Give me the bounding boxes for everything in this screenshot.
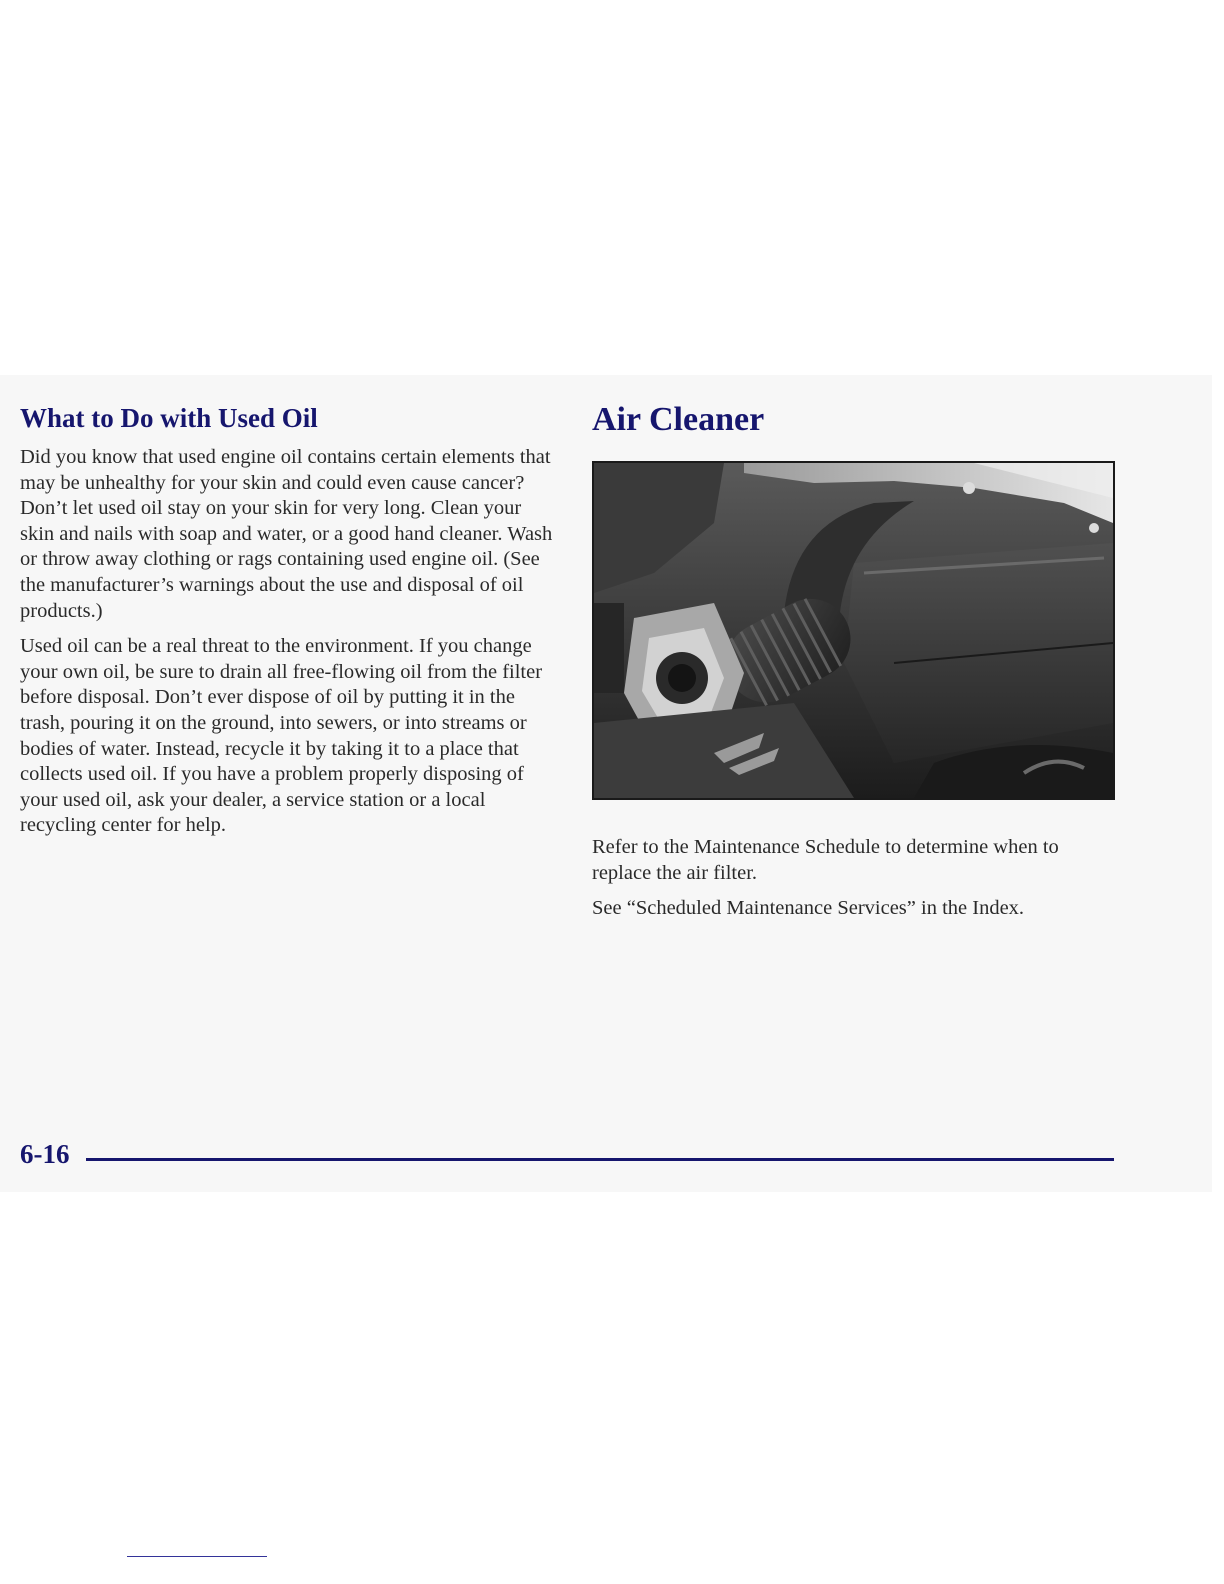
- air-cleaner-paragraph-2: See “Scheduled Maintenance Services” in the Index.: [592, 897, 1025, 920]
- footer-rule: [86, 1158, 1114, 1161]
- air-cleaner-body: [592, 835, 1122, 922]
- page-number: 6-16: [20, 1139, 70, 1169]
- air-cleaner-paragraph-1: Refer to the Maintenance Schedule to determine when to replace the air filter.: [592, 836, 1059, 884]
- manual-page: [0, 375, 1212, 1192]
- used-oil-heading: What to Do with Used Oil: [20, 403, 318, 433]
- used-oil-paragraph-2: Used oil can be a real threat to the environment. If you change your own oil, be sure to drain all free-flowing oil from the filter before disposal. Don’t ever dispose of oil by putting it in the trash, pouring it on the ground, into sewers, or into streams or bodies of water. Instead, recycle it by taking it to a place that collects used oil. If you have a problem properly disposing of your used oil, ask your dealer, a service station or a local recycling center for help.: [20, 635, 543, 837]
- engine-air-cleaner-photo: [592, 461, 1115, 800]
- used-oil-paragraph-1: Did you know that used engine oil contains certain elements that may be unhealthy for your skin and could even cause cancer? Don’t let used oil stay on your skin for very long. Clean your skin and nails with soap and water, or a good hand cleaner. Wash or throw away clothing or rags containing used engine oil. (See the manufacturer’s warnings about the use and disposal of oil products.): [20, 446, 553, 622]
- bottom-divider: [127, 1556, 267, 1557]
- used-oil-body: [20, 445, 560, 839]
- air-cleaner-heading: Air Cleaner: [592, 401, 765, 438]
